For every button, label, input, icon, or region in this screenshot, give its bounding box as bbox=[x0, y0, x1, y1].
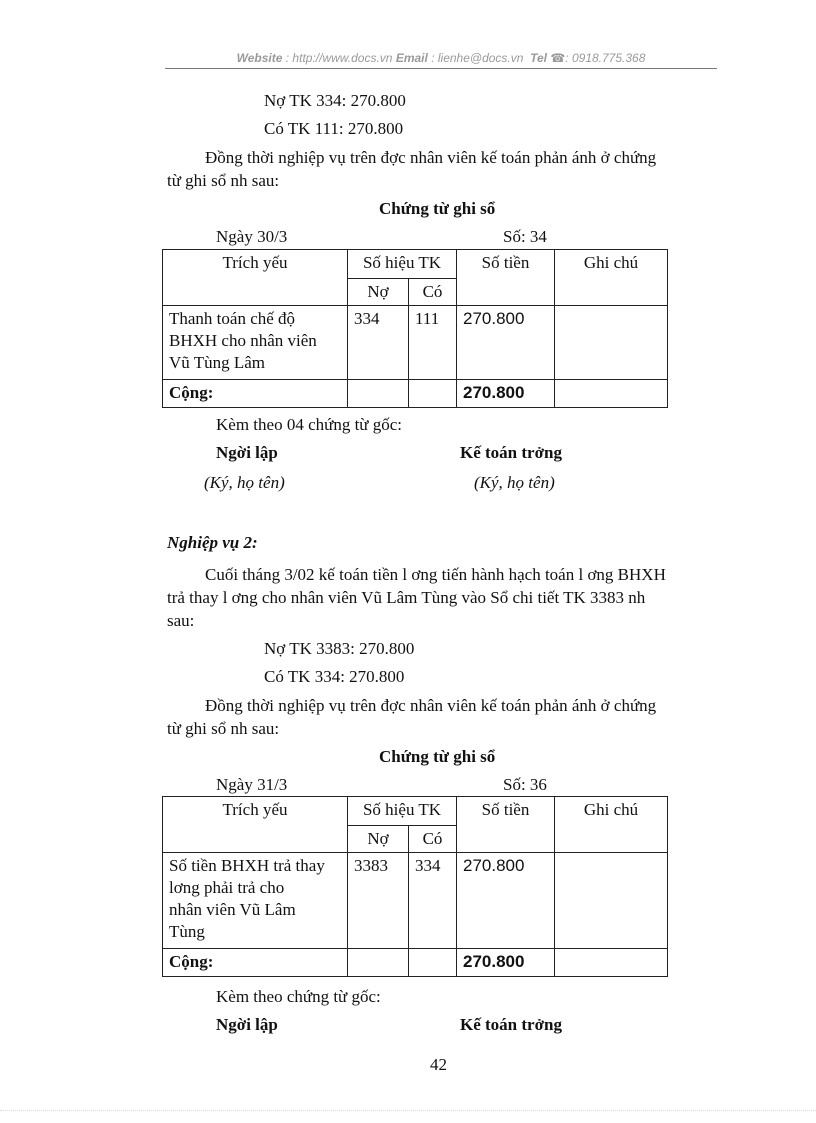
header-ghi-chu: Ghi chú bbox=[555, 797, 668, 853]
entry-credit-line: Có TK 334: 270.800 bbox=[264, 667, 405, 686]
paragraph-line: Đồng thời nghiệp vụ trên đợc nhân viên kế toán phản ánh ở chứng bbox=[205, 148, 657, 167]
row-note bbox=[555, 306, 668, 380]
description-line: Thanh toán chế độ bbox=[169, 309, 296, 328]
row-credit-account: 111 bbox=[409, 306, 457, 380]
voucher-number: Số: 36 bbox=[503, 775, 547, 794]
paragraph-line: Đồng thời nghiệp vụ trên đợc nhân viên kế toán phản ánh ở chứng bbox=[205, 696, 657, 715]
voucher-table bbox=[162, 796, 668, 977]
signature-chief-accountant: Kế toán trởng bbox=[460, 1015, 562, 1034]
section-heading: Nghiệp vụ 2: bbox=[167, 533, 258, 552]
signature-preparer-note: (Ký, họ tên) bbox=[204, 473, 285, 492]
total-label: Cộng: bbox=[163, 380, 348, 408]
entry-debit-line: Nợ TK 3383: 270.800 bbox=[264, 639, 415, 658]
tel-label: Tel bbox=[530, 51, 547, 65]
header-ghi-chu: Ghi chú bbox=[555, 250, 668, 306]
signature-chief-accountant-note: (Ký, họ tên) bbox=[474, 473, 555, 492]
description-line: BHXH cho nhân viên bbox=[169, 331, 317, 350]
header-so-hieu-tk: Số hiệu TK bbox=[348, 797, 457, 826]
header-trich-yeu: Trích yếu bbox=[163, 797, 348, 853]
entry-debit-line: Nợ TK 334: 270.800 bbox=[264, 91, 406, 110]
voucher-date: Ngày 30/3 bbox=[216, 227, 288, 246]
voucher-number: Số: 34 bbox=[503, 227, 547, 246]
voucher-date: Ngày 31/3 bbox=[216, 775, 288, 794]
row-amount: 270.800 bbox=[457, 853, 555, 949]
row-debit-account: 334 bbox=[348, 306, 409, 380]
signature-preparer: Ngời lập bbox=[216, 1015, 278, 1034]
header-no: Nợ bbox=[348, 826, 409, 853]
paragraph-line: Cuối tháng 3/02 kế toán tiền l ơng tiến hành hạch toán l ơng BHXH bbox=[205, 565, 666, 584]
paragraph-line: sau: bbox=[167, 611, 195, 630]
voucher-table bbox=[162, 249, 668, 408]
header-so-tien: Số tiền bbox=[457, 797, 555, 853]
paragraph-line: trả thay l ơng cho nhân viên Vũ Lâm Tùng vào Sổ chi tiết TK 3383 nh bbox=[167, 588, 646, 607]
paragraph-line: từ ghi sổ nh sau: bbox=[167, 171, 280, 190]
description-line: Vũ Tùng Lâm bbox=[169, 353, 266, 372]
voucher-title: Chứng từ ghi sổ bbox=[379, 199, 496, 218]
page-number: 42 bbox=[430, 1055, 447, 1074]
website-label: Website bbox=[236, 51, 283, 65]
voucher-title: Chứng từ ghi sổ bbox=[379, 747, 496, 766]
description-line: lơng phải trả cho bbox=[169, 878, 285, 897]
tel-value: : 0918.775.368 bbox=[565, 51, 646, 65]
total-label: Cộng: bbox=[163, 949, 348, 977]
row-note bbox=[555, 853, 668, 949]
row-credit-account: 334 bbox=[409, 853, 457, 949]
header-co: Có bbox=[409, 826, 457, 853]
page-header bbox=[165, 50, 717, 69]
table-row bbox=[163, 306, 668, 380]
page-bottom-divider bbox=[0, 1110, 816, 1111]
row-description bbox=[163, 306, 348, 380]
table-row bbox=[163, 853, 668, 949]
header-so-tien: Số tiền bbox=[457, 250, 555, 306]
phone-icon: ☎ bbox=[550, 51, 566, 65]
row-description bbox=[163, 853, 348, 949]
signature-chief-accountant: Kế toán trởng bbox=[460, 443, 562, 462]
total-row bbox=[163, 380, 668, 408]
signature-preparer: Ngời lập bbox=[216, 443, 278, 462]
total-amount: 270.800 bbox=[457, 949, 555, 977]
attachment-note: Kèm theo 04 chứng từ gốc: bbox=[216, 415, 403, 434]
header-co: Có bbox=[409, 279, 457, 306]
email-label: Email bbox=[395, 51, 428, 65]
attachment-note: Kèm theo chứng từ gốc: bbox=[216, 987, 381, 1006]
row-debit-account: 3383 bbox=[348, 853, 409, 949]
description-line: nhân viên Vũ Lâm bbox=[169, 900, 296, 919]
entry-credit-line: Có TK 111: 270.800 bbox=[264, 119, 404, 138]
header-no: Nợ bbox=[348, 279, 409, 306]
total-row bbox=[163, 949, 668, 977]
header-trich-yeu: Trích yếu bbox=[163, 250, 348, 306]
header-so-hieu-tk: Số hiệu TK bbox=[348, 250, 457, 279]
description-line: Tùng bbox=[169, 922, 205, 941]
description-line: Số tiền BHXH trả thay bbox=[169, 856, 325, 875]
total-amount: 270.800 bbox=[457, 380, 555, 408]
row-amount: 270.800 bbox=[457, 306, 555, 380]
email-value[interactable]: : lienhe@docs.vn bbox=[431, 51, 524, 65]
website-value[interactable]: : http://www.docs.vn bbox=[285, 51, 393, 65]
paragraph-line: từ ghi sổ nh sau: bbox=[167, 719, 280, 738]
